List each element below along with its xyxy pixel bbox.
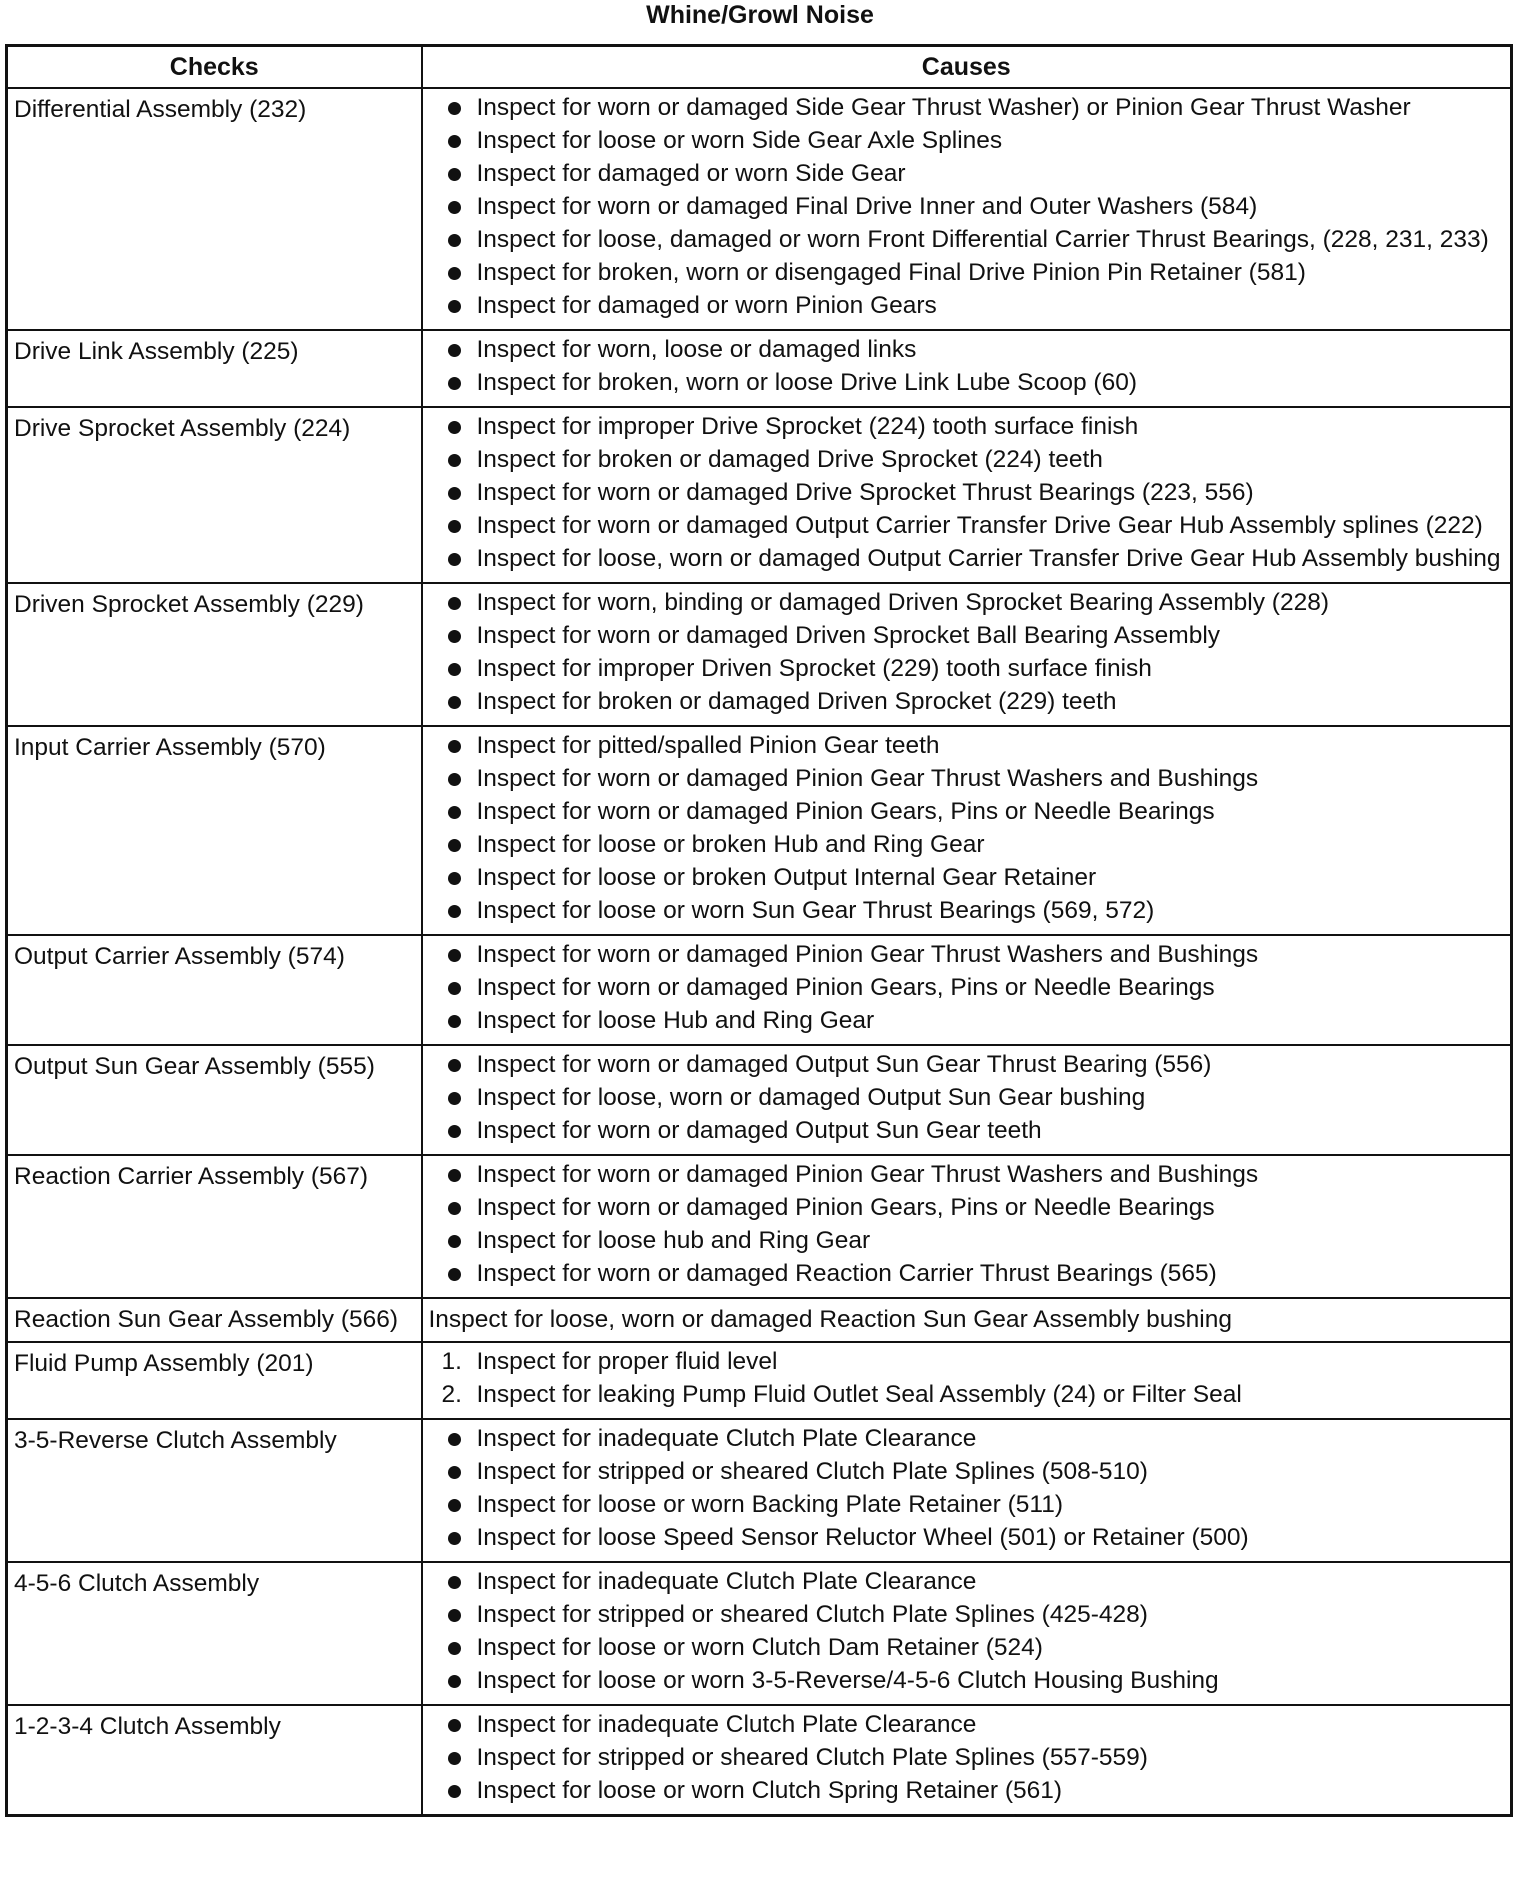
table-body	[7, 88, 1512, 1816]
cause-item	[429, 445, 1505, 475]
cause-text: Inspect for loose or worn Clutch Spring Retainer (561)	[476, 1777, 1063, 1804]
cause-item	[429, 1083, 1505, 1113]
cause-item	[429, 1347, 1505, 1377]
causes-cell	[422, 1705, 1512, 1816]
cause-item	[429, 258, 1505, 288]
cause-text: Inspect for loose Hub and Ring Gear	[476, 1007, 875, 1034]
cause-item	[429, 973, 1505, 1003]
cause-text: Inspect for worn or damaged Output Sun Gear teeth	[476, 1117, 1042, 1144]
bullet-cause-list	[429, 93, 1505, 321]
cause-item	[429, 1259, 1505, 1289]
cause-number: 2.	[441, 1381, 462, 1408]
check-cell: 4-5-6 Clutch Assembly	[7, 1562, 422, 1705]
check-cell: 1-2-3-4 Clutch Assembly	[7, 1705, 422, 1816]
cause-item	[429, 126, 1505, 156]
cause-text: Inspect for broken or damaged Drive Sprocket (224) teeth	[476, 446, 1103, 473]
cause-item	[429, 940, 1505, 970]
table-row	[7, 88, 1512, 330]
check-cell: Output Sun Gear Assembly (555)	[7, 1045, 422, 1155]
check-cell: Output Carrier Assembly (574)	[7, 935, 422, 1045]
table-row	[7, 1298, 1512, 1342]
bullet-cause-list	[429, 731, 1505, 926]
cause-item	[429, 687, 1505, 717]
cause-text: Inspect for loose or worn Backing Plate Retainer (511)	[476, 1491, 1063, 1518]
cause-text: Inspect for stripped or sheared Clutch Plate Splines (557-559)	[476, 1744, 1148, 1771]
cause-item	[429, 93, 1505, 123]
cause-item	[429, 1116, 1505, 1146]
table-row	[7, 1419, 1512, 1562]
cause-item	[429, 1743, 1505, 1773]
cause-text: Inspect for loose or broken Hub and Ring Gear	[476, 831, 985, 858]
cause-text: Inspect for worn or damaged Pinion Gear Thrust Washers and Bushings	[476, 765, 1259, 792]
check-cell: 3-5-Reverse Clutch Assembly	[7, 1419, 422, 1562]
cause-text: Inspect for worn or damaged Reaction Carrier Thrust Bearings (565)	[476, 1260, 1217, 1287]
causes-cell	[422, 935, 1512, 1045]
cause-text: Inspect for worn or damaged Output Carrier Transfer Drive Gear Hub Assembly splines (222)	[476, 512, 1483, 539]
cause-item	[429, 830, 1505, 860]
cause-item	[429, 225, 1505, 255]
cause-item	[429, 1380, 1505, 1410]
cause-item	[429, 1666, 1505, 1696]
cause-item	[429, 291, 1505, 321]
causes-cell	[422, 1419, 1512, 1562]
causes-cell	[422, 583, 1512, 726]
cause-item	[429, 511, 1505, 541]
bullet-cause-list	[429, 1160, 1505, 1289]
cause-item	[429, 1050, 1505, 1080]
cause-item	[429, 1490, 1505, 1520]
cause-text: Inspect for worn or damaged Pinion Gears, Pins or Needle Bearings	[476, 974, 1215, 1001]
cause-text: Inspect for worn or damaged Pinion Gear Thrust Washers and Bushings	[476, 1161, 1259, 1188]
cause-text: Inspect for pitted/spalled Pinion Gear teeth	[476, 732, 940, 759]
cause-text: Inspect for loose, damaged or worn Front Differential Carrier Thrust Bearings, (228, 231, 233)	[476, 226, 1489, 253]
causes-cell	[422, 1298, 1512, 1342]
check-cell: Input Carrier Assembly (570)	[7, 726, 422, 935]
cause-item	[429, 335, 1505, 365]
cause-item	[429, 731, 1505, 761]
cause-text: Inspect for worn or damaged Side Gear Thrust Washer) or Pinion Gear Thrust Washer	[476, 94, 1411, 121]
check-cell: Differential Assembly (232)	[7, 88, 422, 330]
cause-item	[429, 544, 1505, 574]
cause-number: 1.	[441, 1348, 462, 1375]
cause-text: Inspect for worn or damaged Pinion Gear Thrust Washers and Bushings	[476, 941, 1259, 968]
cause-item	[429, 368, 1505, 398]
cause-text: Inspect for broken, worn or loose Drive Link Lube Scoop (60)	[476, 369, 1137, 396]
bullet-cause-list	[429, 1050, 1505, 1146]
cause-text: Inspect for worn or damaged Driven Sprocket Ball Bearing Assembly	[476, 622, 1221, 649]
table-row	[7, 1342, 1512, 1419]
bullet-cause-list	[429, 940, 1505, 1036]
causes-column-header: Causes	[422, 46, 1512, 89]
cause-text: Inspect for loose or worn 3-5-Reverse/4-5-6 Clutch Housing Bushing	[476, 1667, 1219, 1694]
causes-cell	[422, 1342, 1512, 1419]
cause-text: Inspect for loose or worn Sun Gear Thrust Bearings (569, 572)	[476, 897, 1155, 924]
cause-text: Inspect for inadequate Clutch Plate Clearance	[476, 1711, 977, 1738]
cause-item	[429, 1226, 1505, 1256]
cause-text: Inspect for loose, worn or damaged Reaction Sun Gear Assembly bushing	[428, 1306, 1232, 1333]
causes-cell	[422, 1045, 1512, 1155]
check-cell: Driven Sprocket Assembly (229)	[7, 583, 422, 726]
table-row	[7, 583, 1512, 726]
page-title: Whine/Growl Noise	[646, 1, 874, 29]
causes-cell	[422, 1155, 1512, 1298]
bullet-cause-list	[429, 1424, 1505, 1553]
check-cell: Fluid Pump Assembly (201)	[7, 1342, 422, 1419]
cause-text: Inspect for worn or damaged Pinion Gears, Pins or Needle Bearings	[476, 798, 1215, 825]
cause-item	[429, 1776, 1505, 1806]
diagnosis-table	[5, 44, 1513, 1817]
causes-cell	[422, 1562, 1512, 1705]
cause-text: Inspect for loose, worn or damaged Output Carrier Transfer Drive Gear Hub Assembly bushing	[476, 545, 1501, 572]
cause-text: Inspect for loose hub and Ring Gear	[476, 1227, 871, 1254]
check-cell: Reaction Carrier Assembly (567)	[7, 1155, 422, 1298]
cause-text: Inspect for leaking Pump Fluid Outlet Seal Assembly (24) or Filter Seal	[476, 1381, 1242, 1408]
bullet-cause-list	[429, 335, 1505, 398]
table-row	[7, 726, 1512, 935]
cause-text: Inspect for worn or damaged Pinion Gears, Pins or Needle Bearings	[476, 1194, 1215, 1221]
cause-text: Inspect for improper Driven Sprocket (229) tooth surface finish	[476, 655, 1152, 682]
table-row	[7, 1705, 1512, 1816]
table-row	[7, 330, 1512, 407]
cause-text: Inspect for broken or damaged Driven Sprocket (229) teeth	[476, 688, 1117, 715]
cause-item	[429, 764, 1505, 794]
cause-text: Inspect for loose or broken Output Internal Gear Retainer	[476, 864, 1097, 891]
cause-item	[429, 1424, 1505, 1454]
causes-cell	[422, 330, 1512, 407]
table-row	[7, 1562, 1512, 1705]
cause-text: Inspect for worn, loose or damaged links	[476, 336, 917, 363]
cause-text: Inspect for broken, worn or disengaged Final Drive Pinion Pin Retainer (581)	[476, 259, 1306, 286]
table-row	[7, 407, 1512, 583]
cause-item	[429, 654, 1505, 684]
cause-text: Inspect for worn, binding or damaged Driven Sprocket Bearing Assembly (228)	[476, 589, 1329, 616]
cause-item	[429, 1006, 1505, 1036]
check-cell: Drive Link Assembly (225)	[7, 330, 422, 407]
cause-item	[429, 621, 1505, 651]
table-row	[7, 935, 1512, 1045]
cause-text: Inspect for damaged or worn Side Gear	[476, 160, 906, 187]
causes-cell	[422, 407, 1512, 583]
causes-cell	[422, 88, 1512, 330]
cause-item	[429, 1160, 1505, 1190]
cause-item	[429, 1710, 1505, 1740]
cause-item	[429, 797, 1505, 827]
cause-item	[429, 192, 1505, 222]
cause-text: Inspect for inadequate Clutch Plate Clearance	[476, 1568, 977, 1595]
bullet-cause-list	[429, 1567, 1505, 1696]
cause-text: Inspect for loose or worn Side Gear Axle Splines	[476, 127, 1003, 154]
cause-item	[429, 1567, 1505, 1597]
bullet-cause-list	[429, 588, 1505, 717]
bullet-cause-list	[429, 412, 1505, 574]
numbered-cause-list	[429, 1347, 1505, 1410]
cause-text: Inspect for proper fluid level	[476, 1348, 778, 1375]
cause-text: Inspect for worn or damaged Final Drive Inner and Outer Washers (584)	[476, 193, 1258, 220]
cause-text: Inspect for improper Drive Sprocket (224) tooth surface finish	[476, 413, 1139, 440]
cause-item	[429, 1457, 1505, 1487]
check-cell: Drive Sprocket Assembly (224)	[7, 407, 422, 583]
cause-item	[429, 412, 1505, 442]
cause-item	[429, 1633, 1505, 1663]
cause-item	[429, 588, 1505, 618]
cause-text: Inspect for loose Speed Sensor Reluctor Wheel (501) or Retainer (500)	[476, 1524, 1249, 1551]
cause-item	[429, 1600, 1505, 1630]
table-header-row	[7, 46, 1512, 89]
cause-text: Inspect for worn or damaged Drive Sprocket Thrust Bearings (223, 556)	[476, 479, 1254, 506]
cause-item	[429, 863, 1505, 893]
bullet-cause-list	[429, 1710, 1505, 1806]
cause-text: Inspect for loose, worn or damaged Output Sun Gear bushing	[476, 1084, 1146, 1111]
causes-cell	[422, 726, 1512, 935]
check-cell: Reaction Sun Gear Assembly (566)	[7, 1298, 422, 1342]
table-row	[7, 1045, 1512, 1155]
cause-item	[429, 478, 1505, 508]
cause-text: Inspect for inadequate Clutch Plate Clearance	[476, 1425, 977, 1452]
table-row	[7, 1155, 1512, 1298]
cause-text: Inspect for worn or damaged Output Sun Gear Thrust Bearing (556)	[476, 1051, 1212, 1078]
cause-text: Inspect for stripped or sheared Clutch Plate Splines (425-428)	[476, 1601, 1148, 1628]
cause-text: Inspect for stripped or sheared Clutch Plate Splines (508-510)	[476, 1458, 1148, 1485]
cause-text: Inspect for loose or worn Clutch Dam Retainer (524)	[476, 1634, 1043, 1661]
cause-item	[429, 1523, 1505, 1553]
checks-column-header: Checks	[7, 46, 422, 89]
cause-item	[429, 896, 1505, 926]
cause-item	[429, 159, 1505, 189]
cause-item	[429, 1193, 1505, 1223]
cause-text: Inspect for damaged or worn Pinion Gears	[476, 292, 937, 319]
